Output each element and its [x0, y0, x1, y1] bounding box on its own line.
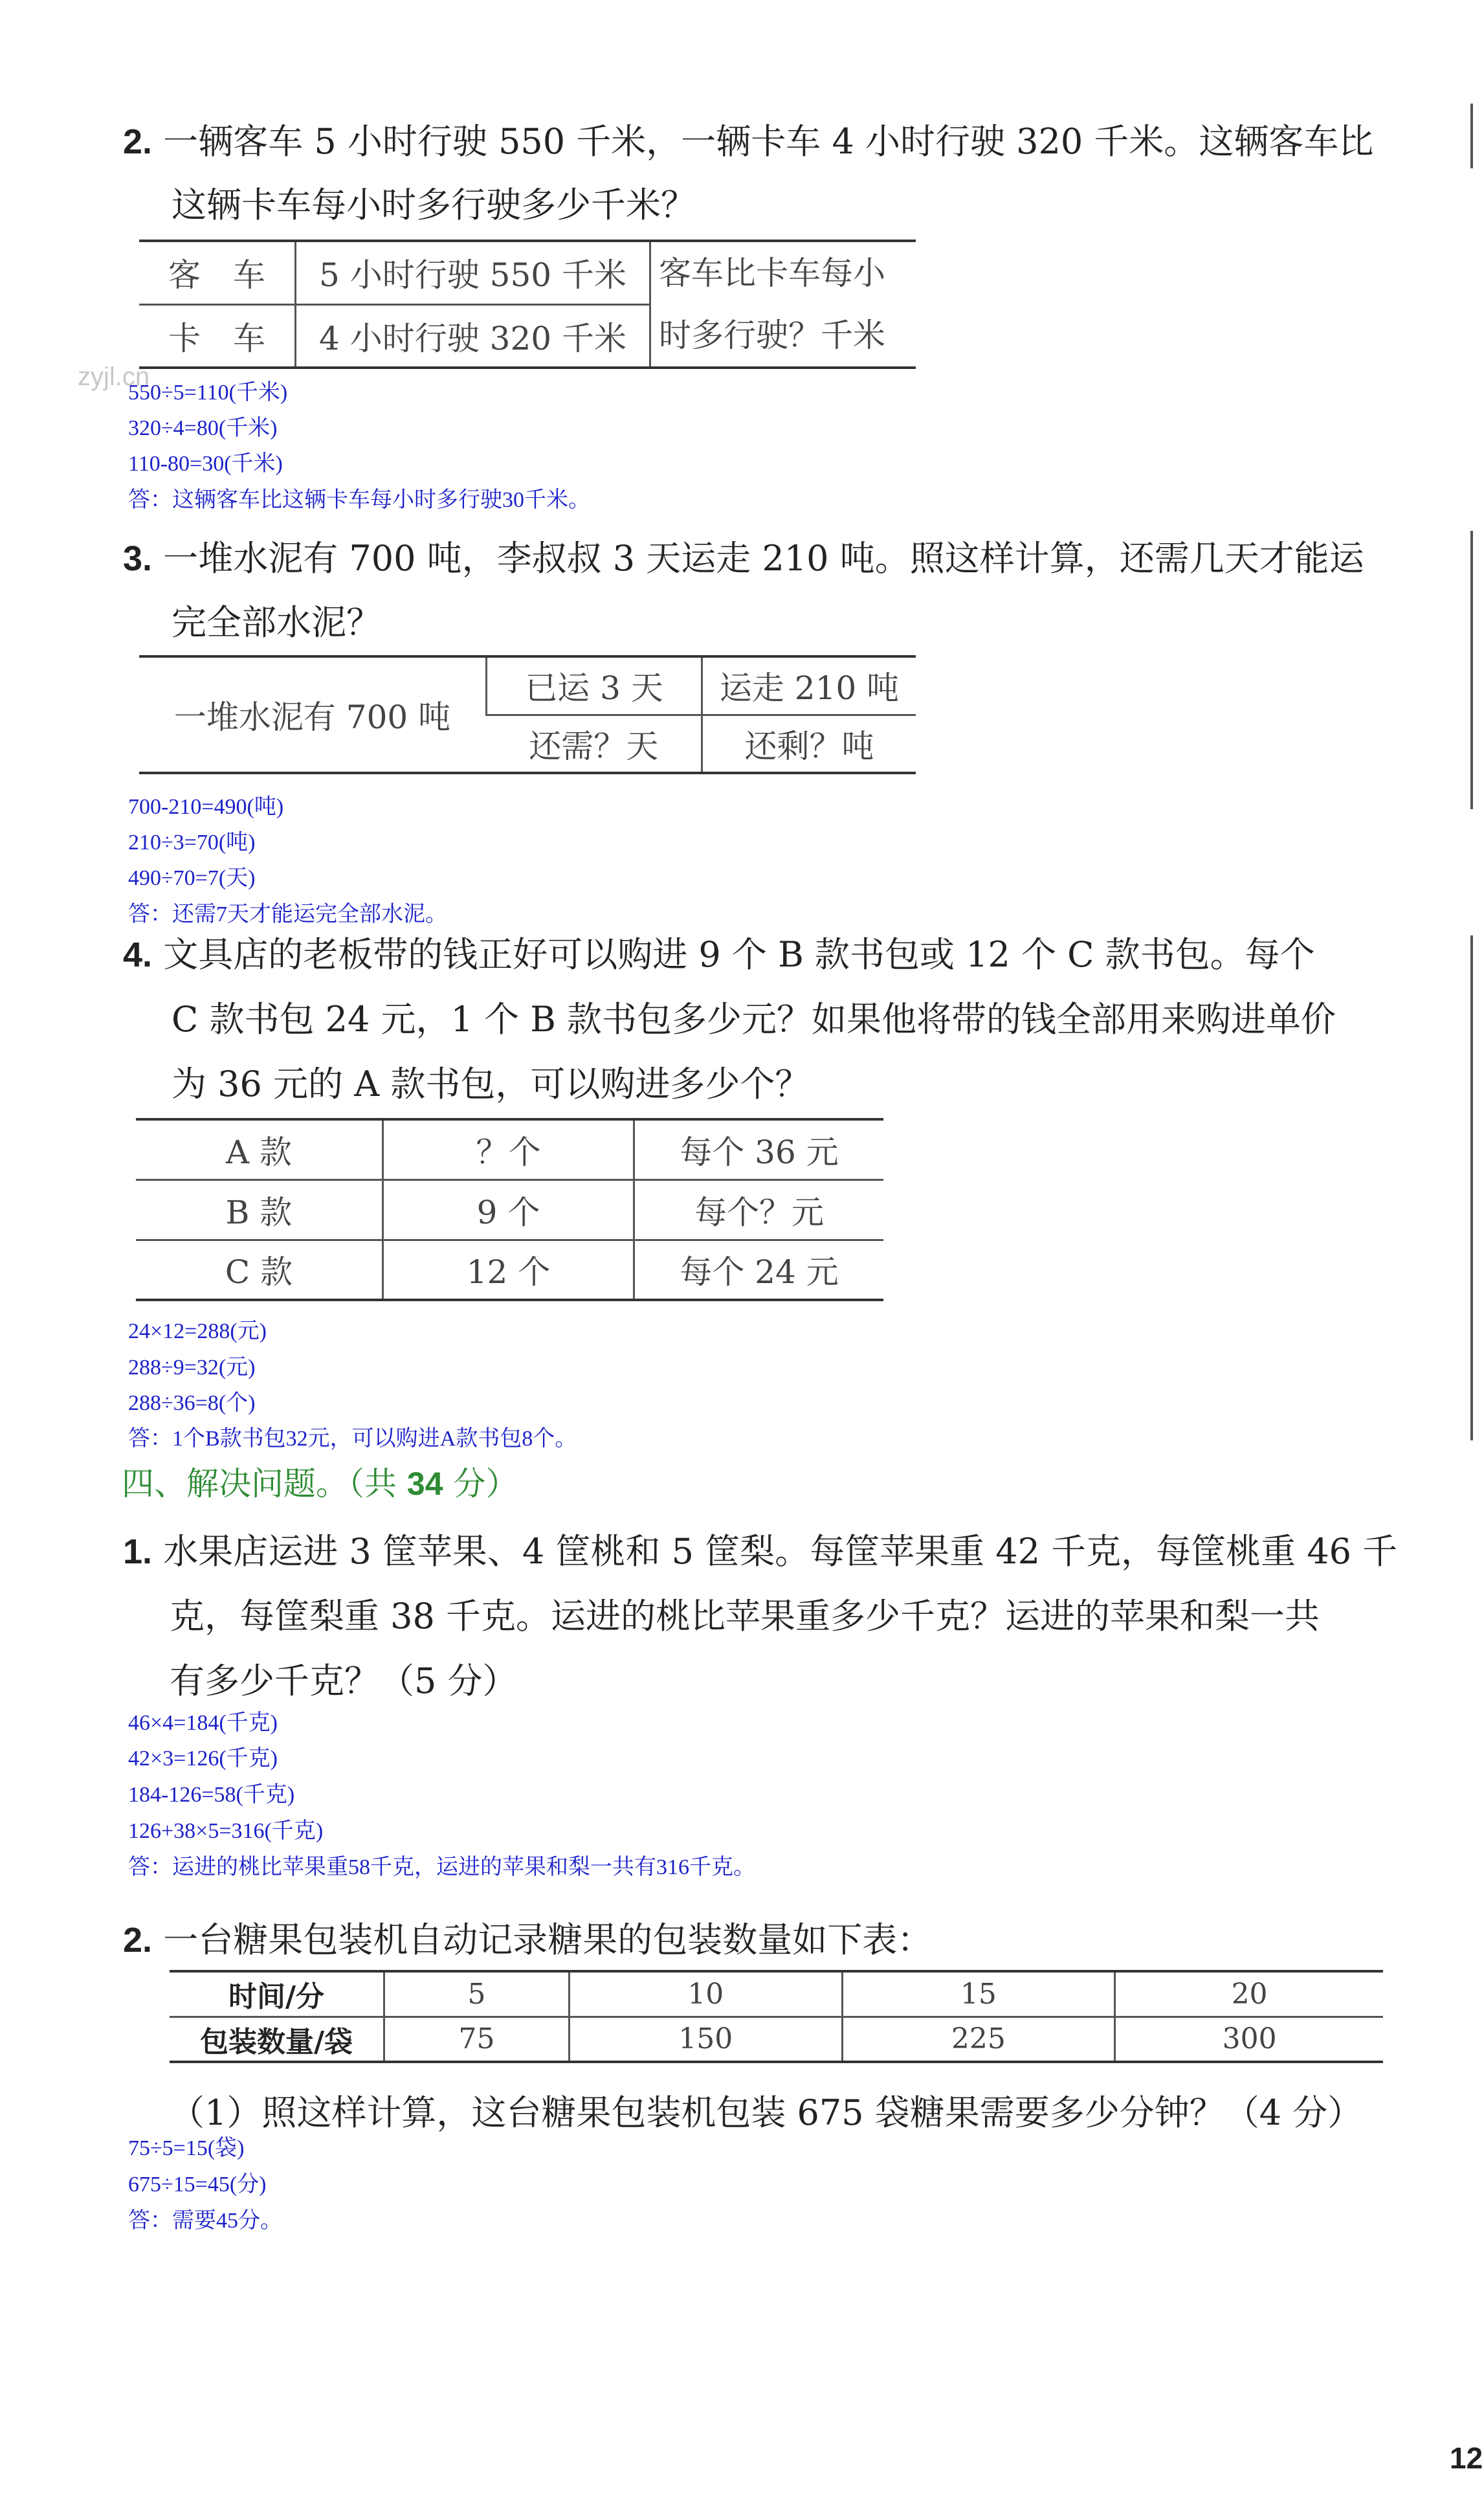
q4-cell-c-price: 每个 24 元 — [634, 1240, 884, 1300]
q3-line2: 完全部水泥？ — [172, 602, 381, 643]
s4q2-count-1: 75 — [384, 2017, 570, 2062]
q4-cell-a-price: 每个 36 元 — [634, 1119, 884, 1179]
q4-line2: C 款书包 24 元，1 个 B 款书包多少元？如果他将带的钱全部用来购进单价 — [172, 999, 1336, 1040]
s4q1-line2: 克，每筐梨重 38 千克。运进的桃比苹果重多少千克？运进的苹果和梨一共 — [170, 1596, 1320, 1637]
s4q2-number: 2. — [123, 1921, 153, 1960]
q2-answer-1: 550÷5=110(千米) — [128, 381, 288, 405]
s4q2-time-3: 15 — [842, 1971, 1115, 2017]
edge-mark-3 — [1470, 935, 1473, 1440]
q3-answer-1: 700-210=490(吨) — [128, 795, 284, 819]
q2-line1 — [123, 121, 1374, 162]
q3-line1 — [123, 538, 1364, 579]
q3-cell-moved: 运走 210 吨 — [702, 656, 916, 715]
q4-answer-1: 24×12=288(元) — [128, 1319, 267, 1343]
s4q2-table — [170, 1970, 1383, 2063]
q4-line3: 为 36 元的 A 款书包，可以购进多少个？ — [172, 1064, 810, 1104]
watermark: zyjl.cn — [78, 363, 150, 391]
q2-line2: 这辆卡车每小时多行驶多少千米？ — [172, 184, 696, 225]
q2-cell-truck-info: 4 小时行驶 320 千米 — [296, 304, 650, 368]
s4q1-answer-5: 答：运进的桃比苹果重58千克，运进的苹果和梨一共有316千克。 — [128, 1855, 755, 1879]
q2-answer-4: 答：这辆客车比这辆卡车每小时多行驶30千米。 — [128, 488, 590, 512]
s4q1-answer-3: 184-126=58(千克) — [128, 1783, 295, 1807]
s4q1-line3: 有多少千克？（5 分） — [170, 1660, 518, 1701]
s4q2-time-1: 5 — [384, 1971, 570, 2017]
q4-cell-a-count: ？个 — [383, 1119, 634, 1179]
s4q1-answer-4: 126+38×5=316(千克) — [128, 1819, 324, 1843]
q2-text-1: 一辆客车 5 小时行驶 550 千米，一辆卡车 4 小时行驶 320 千米。这辆客车比 — [163, 121, 1374, 162]
q3-answer-2: 210÷3=70(吨) — [128, 831, 256, 855]
q2-answer-3: 110-80=30(千米) — [128, 452, 283, 476]
q4-cell-b-name: B 款 — [225, 1193, 293, 1231]
q3-cell-days-left: 还需？天 — [529, 727, 659, 765]
s4q2-header-time: 时间/分 — [228, 1980, 325, 2014]
edge-mark-2 — [1470, 531, 1473, 809]
q4-answer-4: 答：1个B款书包32元，可以购进A款书包8个。 — [128, 1427, 577, 1451]
q2-cell-bus: 客 车 — [168, 256, 265, 295]
s4q2-time-4: 20 — [1115, 1971, 1383, 2017]
q2-cell-question — [650, 241, 916, 368]
q4-answer-3: 288÷36=8(个) — [128, 1391, 256, 1415]
s4q1-line1 — [123, 1531, 1398, 1572]
s4q2-answer-2: 675÷15=45(分) — [128, 2173, 267, 2197]
q2-cell-truck: 卡 车 — [168, 319, 265, 357]
q2-table — [139, 240, 916, 369]
s4q2-answer-1: 75÷5=15(袋) — [128, 2136, 245, 2160]
q3-cell-remaining: 还剩？吨 — [702, 715, 916, 773]
page-number: 12 — [1450, 2441, 1483, 2475]
section-4-title: 四、解决问题。（共 — [122, 1465, 407, 1503]
q4-text-1: 文具店的老板带的钱正好可以购进 9 个 B 款书包或 12 个 C 款书包。每个 — [163, 934, 1315, 975]
s4q1-answer-2: 42×3=126(千克) — [128, 1747, 278, 1771]
q3-table — [139, 655, 916, 774]
edge-mark-1 — [1470, 104, 1473, 168]
s4q2-header-count: 包装数量/袋 — [199, 2025, 353, 2059]
q3-cell-total: 一堆水泥有 700 吨 — [173, 699, 451, 736]
s4q2-line1 — [123, 1919, 933, 1960]
q4-answer-2: 288÷9=32(元) — [128, 1356, 256, 1380]
s4q1-text-1: 水果店运进 3 筐苹果、4 筐桃和 5 筐梨。每筐苹果重 42 千克，每筐桃重 46 千 — [163, 1531, 1398, 1572]
q2-cell-bus-info: 5 小时行驶 550 千米 — [296, 241, 650, 304]
section-4-points: 34 — [406, 1466, 443, 1502]
s4q2-sub1: （1）照这样计算，这台糖果包装机包装 675 袋糖果需要多少分钟？（4 分） — [170, 2092, 1363, 2133]
s4q2-count-2: 150 — [569, 2017, 842, 2062]
s4q2-answer-3: 答：需要45分。 — [128, 2209, 282, 2233]
q4-cell-a-name: A 款 — [225, 1133, 292, 1171]
q4-table — [136, 1118, 883, 1301]
section-4-heading — [122, 1458, 518, 1504]
s4q1-answer-1: 46×4=184(千克) — [128, 1711, 278, 1735]
q4-cell-b-count: 9 个 — [383, 1179, 634, 1240]
q2-question-1: 客车比卡车每小 — [659, 254, 885, 292]
q4-line1 — [123, 934, 1315, 975]
s4q2-count-4: 300 — [1115, 2017, 1383, 2062]
q4-number: 4. — [123, 935, 153, 974]
q2-answer-2: 320÷4=80(千米) — [128, 416, 278, 440]
q3-answer-3: 490÷70=7(天) — [128, 866, 256, 890]
q3-answer-4: 答：还需7天才能运完全部水泥。 — [128, 902, 447, 926]
s4q2-count-3: 225 — [842, 2017, 1115, 2062]
q2-question-2: 时多行驶？千米 — [659, 317, 885, 354]
q4-cell-c-name: C 款 — [225, 1253, 293, 1291]
q3-cell-days-done: 已运 3 天 — [487, 656, 702, 715]
s4q1-number: 1. — [123, 1532, 153, 1571]
q4-cell-c-count: 12 个 — [383, 1240, 634, 1300]
s4q2-text-1: 一台糖果包装机自动记录糖果的包装数量如下表： — [163, 1919, 933, 1960]
q4-cell-b-price: 每个？元 — [634, 1179, 884, 1240]
q3-number: 3. — [123, 539, 153, 578]
s4q2-time-2: 10 — [569, 1971, 842, 2017]
section-4-suffix: 分） — [443, 1465, 518, 1503]
q2-number: 2. — [123, 122, 153, 161]
q3-text-1: 一堆水泥有 700 吨，李叔叔 3 天运走 210 吨。照这样计算，还需几天才能运 — [163, 538, 1364, 579]
